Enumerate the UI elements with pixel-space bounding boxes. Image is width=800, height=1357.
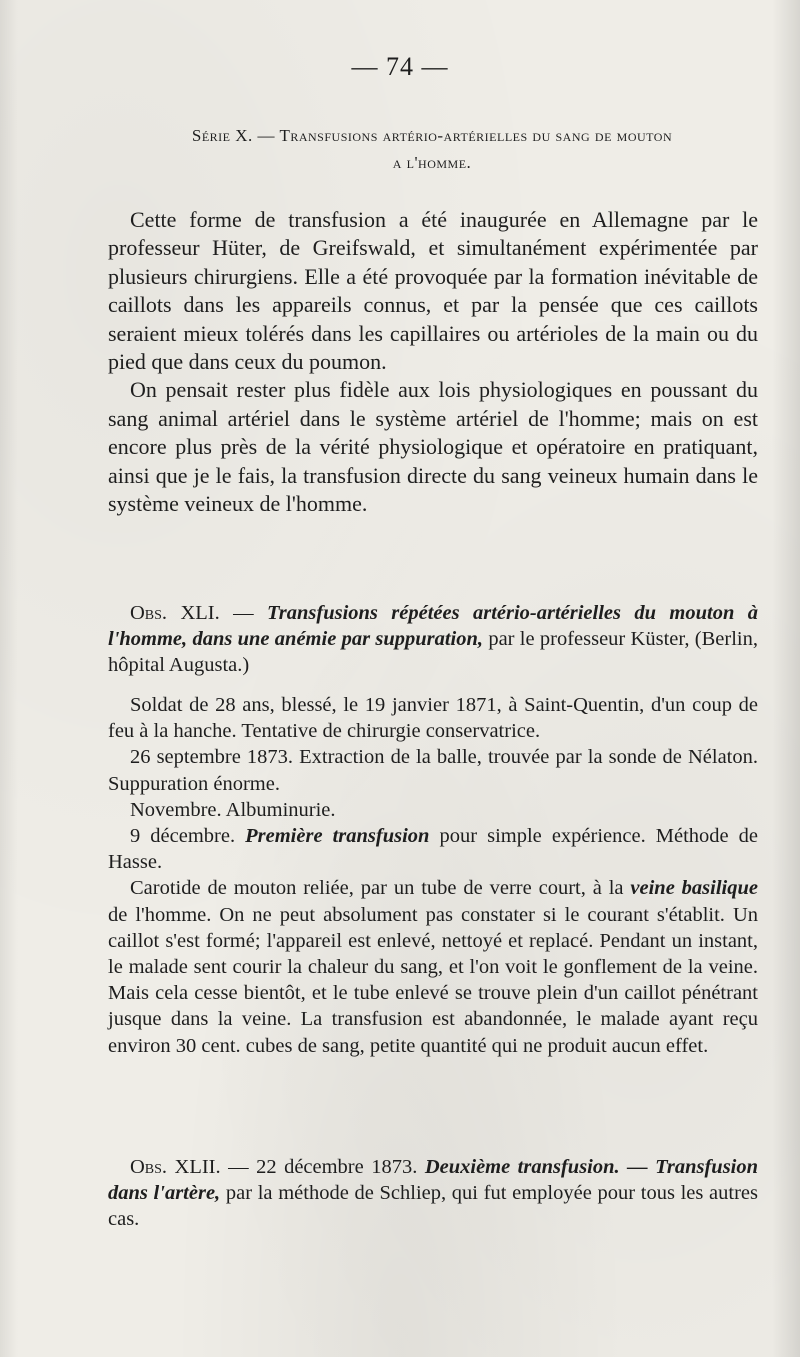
observation-42-rest: par la méthode de Schliep, qui fut employée pour tous les autres cas. <box>108 1182 759 1231</box>
right-edge-shadow <box>772 0 800 1357</box>
observation-42-label: Obs. XLII. — <box>130 1156 249 1178</box>
observation-42-title: Deuxième transfusion. — Transfusion dans l'artère, <box>108 1156 759 1205</box>
observation-41-entry: Novembre. Albuminurie. <box>130 798 336 821</box>
carotide-rest: de l'homme. On ne peut absolument pas constater si le courant s'établit. Un caillot s'est formé; l'appareil est enlevé, nettoyé et replacé. Pendant un instant, le malade sent courir la chaleur du sang, et l'on voit le gonflement de la veine. Mais cela cesse bientôt, et le tube enlevé se trouve plein d'un caillot pénétrant jusque dans la veine. La transfusion est abandonnée, le malade ayant reçu environ 30 cent. cubes de sang, petite quantité qui ne produit aucun effet. <box>108 903 758 1057</box>
observation-42 <box>108 1154 758 1233</box>
observation-41-title: Transfusions répétées artério-artérielles du mouton à l'homme, dans une anémie par suppuration, <box>108 602 758 651</box>
series-heading-line-2: a l'homme. <box>392 153 472 172</box>
intro-paragraph-2: On pensait rester plus fidèle aux lois physiologiques en poussant du sang animal artériel dans le système artériel de l'homme; mais on est encore plus près de la vérité physiologique et opératoire en pratiquant, ainsi que je le fais, la transfusion directe du sang veineux humain dans le système veineux de l'homme. <box>108 377 758 517</box>
observation-42-date: 22 décembre 1873. <box>256 1156 418 1178</box>
observation-41-dec9-entry <box>108 823 758 875</box>
dec9-date: 9 décembre. <box>130 825 236 848</box>
observation-41-carotide-entry <box>108 875 758 1058</box>
series-heading <box>112 122 752 176</box>
carotide-start: Carotide de mouton reliée, par un tube de verre court, à la <box>130 877 624 900</box>
intro-paragraph-1: Cette forme de transfusion a été inaugurée en Allemagne par le professeur Hüter, de Greifswald, et simultanément expérimentée par plusieurs chirurgiens. Elle a été provoquée par la formation inévitable de caillots dans les appareils connus, et par la pensée que ces caillots seraient mieux tolérés dans les capillaires ou artérioles de la main ou du pied que dans ceux du poumon. <box>108 207 758 375</box>
dec9-rest: pour simple expérience. Méthode de Hasse. <box>108 825 759 874</box>
page-number: — 74 — <box>351 52 449 81</box>
series-heading-line-1: Série X. — Transfusions artério-artérielles du sang de mouton <box>191 126 673 145</box>
intro-section <box>108 206 758 518</box>
dec9-emphasis: Première transfusion <box>245 825 430 848</box>
left-edge-shadow <box>0 0 18 1357</box>
observation-41-body <box>108 692 758 1059</box>
observation-41-label: Obs. XLI. — <box>130 602 254 624</box>
observation-41-attribution: par le professeur Küster, (Berlin, hôpital Augusta.) <box>108 628 758 677</box>
observation-41-entry: Soldat de 28 ans, blessé, le 19 janvier 1871, à Saint-Quentin, d'un coup de feu à la hanche. Tentative de chirurgie conservatrice. <box>108 694 758 743</box>
observation-42-paragraph <box>108 1154 758 1233</box>
observation-41-entry: 26 septembre 1873. Extraction de la balle, trouvée par la sonde de Nélaton. Suppuration énorme. <box>108 746 758 795</box>
observation-41-title-paragraph <box>108 600 758 679</box>
observation-41-header <box>108 600 758 679</box>
carotide-emphasis: veine basilique <box>630 877 758 900</box>
